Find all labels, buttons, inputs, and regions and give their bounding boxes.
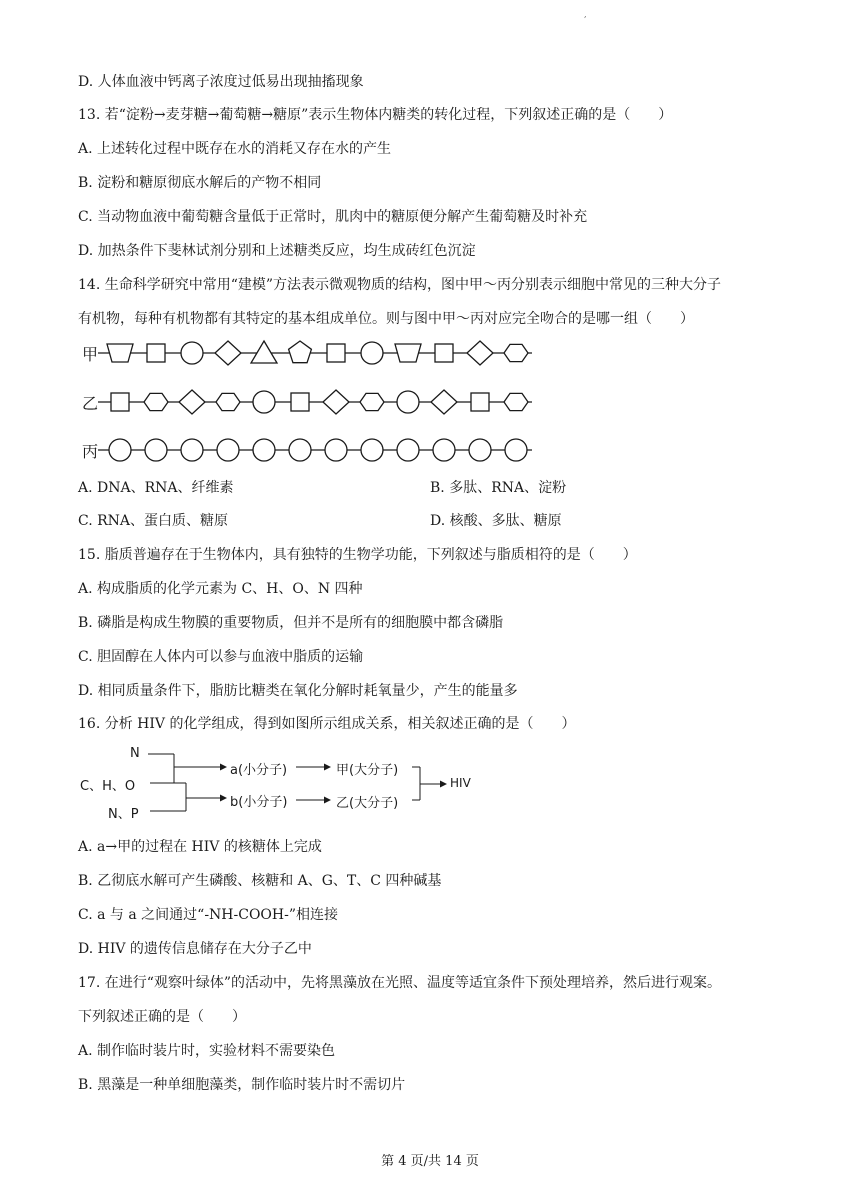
- monomer-trapezoid: [107, 344, 133, 362]
- chain-bing-figure: [78, 436, 548, 464]
- monomer-square: [111, 393, 129, 411]
- monomer-circle: [433, 439, 455, 461]
- chain-bing-label: 丙: [82, 442, 99, 461]
- monomer-hexagon: [216, 393, 240, 410]
- node-b: b(小分子): [230, 795, 288, 810]
- monomer-circle: [289, 439, 311, 461]
- scan-mark: ,: [584, 10, 587, 19]
- monomer-pentagon: [289, 341, 312, 363]
- node-hiv: HIV: [450, 776, 471, 790]
- q14-option-b: B. 多肽、RNA、淀粉: [430, 480, 567, 496]
- q14-stem-line2: 有机物，每种有机物都有其特定的基本组成单位。则与图中甲～丙对应完全吻合的是哪一组（ ）: [78, 311, 694, 327]
- q17-option-b: B. 黑藻是一种单细胞藻类，制作临时装片时不需切片: [78, 1077, 406, 1093]
- q17-option-a: A. 制作临时装片时，实验材料不需要染色: [78, 1043, 336, 1059]
- monomer-hexagon: [504, 393, 528, 410]
- monomer-hexagon: [144, 393, 168, 410]
- monomer-triangle: [251, 341, 277, 363]
- q14-option-c: C. RNA、蛋白质、糖原: [78, 513, 229, 529]
- q17-stem-line1: 17. 在进行“观察叶绿体”的活动中，先将黑藻放在光照、温度等适宜条件下预处理培养，然后进行观案。: [78, 975, 722, 991]
- q14-stem-line1: 14. 生命科学研究中常用“建模”方法表示微观物质的结构，图中甲～丙分别表示细胞中常见的三种大分子: [78, 277, 722, 293]
- monomer-diamond: [467, 341, 493, 365]
- monomer-diamond: [179, 390, 205, 414]
- monomer-circle: [361, 342, 383, 364]
- q15-option-d: D. 相同质量条件下，脂肪比糖类在氧化分解时耗氧量少，产生的能量多: [78, 683, 518, 699]
- q15-option-b: B. 磷脂是构成生物膜的重要物质，但并不是所有的细胞膜中都含磷脂: [78, 615, 504, 631]
- q16-option-b: B. 乙彻底水解可产生磷酸、核糖和 A、G、T、C 四种碱基: [78, 873, 442, 889]
- monomer-circle: [397, 439, 419, 461]
- q13-option-c: C. 当动物血液中葡萄糖含量低于正常时，肌肉中的糖原便分解产生葡萄糖及时补充: [78, 209, 588, 225]
- q15-option-a: A. 构成脂质的化学元素为 C、H、O、N 四种: [78, 581, 363, 597]
- monomer-circle: [253, 391, 275, 413]
- monomer-circle: [469, 439, 491, 461]
- monomer-hexagon: [360, 393, 384, 410]
- q13-option-a: A. 上述转化过程中既存在水的消耗又存在水的产生: [78, 141, 392, 157]
- q14-option-d: D. 核酸、多肽、糖原: [430, 513, 562, 529]
- monomer-circle: [145, 439, 167, 461]
- q16-stem: 16. 分析 HIV 的化学组成，得到如图所示组成关系，相关叙述正确的是（ ）: [78, 716, 576, 732]
- monomer-trapezoid: [395, 344, 421, 362]
- q15-stem: 15. 脂质普遍存在于生物体内，具有独特的生物学功能，下列叙述与脂质相符的是（ ）: [78, 547, 637, 563]
- q16-option-a: A. a→甲的过程在 HIV 的核糖体上完成: [78, 839, 322, 855]
- q12-option-d: D. 人体血液中钙离子浓度过低易出现抽搐现象: [78, 74, 364, 90]
- chain-bing: [78, 436, 548, 464]
- monomer-diamond: [431, 390, 457, 414]
- monomer-square: [327, 344, 345, 362]
- q14-option-a: A. DNA、RNA、纤维素: [78, 480, 234, 496]
- monomer-square: [435, 344, 453, 362]
- monomer-circle: [505, 439, 527, 461]
- monomer-square: [471, 393, 489, 411]
- monomer-circle: [109, 439, 131, 461]
- q16-option-c: C. a 与 a 之间通过“-NH-COOH-”相连接: [78, 907, 338, 923]
- q13-option-b: B. 淀粉和糖原彻底水解后的产物不相同: [78, 175, 322, 191]
- element-n: N: [130, 746, 140, 761]
- monomer-circle: [217, 439, 239, 461]
- monomer-circle: [253, 439, 275, 461]
- diagram-arrows: [78, 744, 498, 824]
- element-np: N、P: [108, 807, 139, 822]
- hiv-composition-diagram: [78, 744, 498, 824]
- node-a: a(小分子): [230, 763, 288, 778]
- monomer-square: [291, 393, 309, 411]
- monomer-diamond: [215, 341, 241, 365]
- monomer-circle: [181, 342, 203, 364]
- chain-yi-label: 乙: [82, 394, 99, 413]
- q17-stem-line2: 下列叙述正确的是（ ）: [78, 1009, 246, 1025]
- node-yi: 乙(大分子): [336, 796, 399, 811]
- chain-jia-figure: [78, 339, 548, 367]
- monomer-diamond: [323, 390, 349, 414]
- element-cho: C、H、O: [80, 779, 136, 794]
- monomer-circle: [181, 439, 203, 461]
- monomer-circle: [325, 439, 347, 461]
- monomer-circle: [361, 439, 383, 461]
- q16-option-d: D. HIV 的遗传信息储存在大分子乙中: [78, 941, 312, 957]
- monomer-circle: [397, 391, 419, 413]
- q15-option-c: C. 胆固醇在人体内可以参与血液中脂质的运输: [78, 649, 364, 665]
- chain-yi: [78, 388, 548, 416]
- q13-stem: 13. 若“淀粉→麦芽糖→葡萄糖→糖原”表示生物体内糖类的转化过程，下列叙述正确的是（ ）: [78, 107, 673, 123]
- node-jia: 甲(大分子): [336, 763, 399, 778]
- monomer-hexagon: [504, 344, 528, 361]
- chain-jia: [78, 339, 548, 367]
- chain-yi-figure: [78, 388, 548, 416]
- chain-jia-label: 甲: [82, 345, 99, 364]
- page-footer: 第 4 页/共 14 页: [381, 1154, 479, 1169]
- monomer-square: [147, 344, 165, 362]
- q13-option-d: D. 加热条件下斐林试剂分别和上述糖类反应，均生成砖红色沉淀: [78, 243, 476, 259]
